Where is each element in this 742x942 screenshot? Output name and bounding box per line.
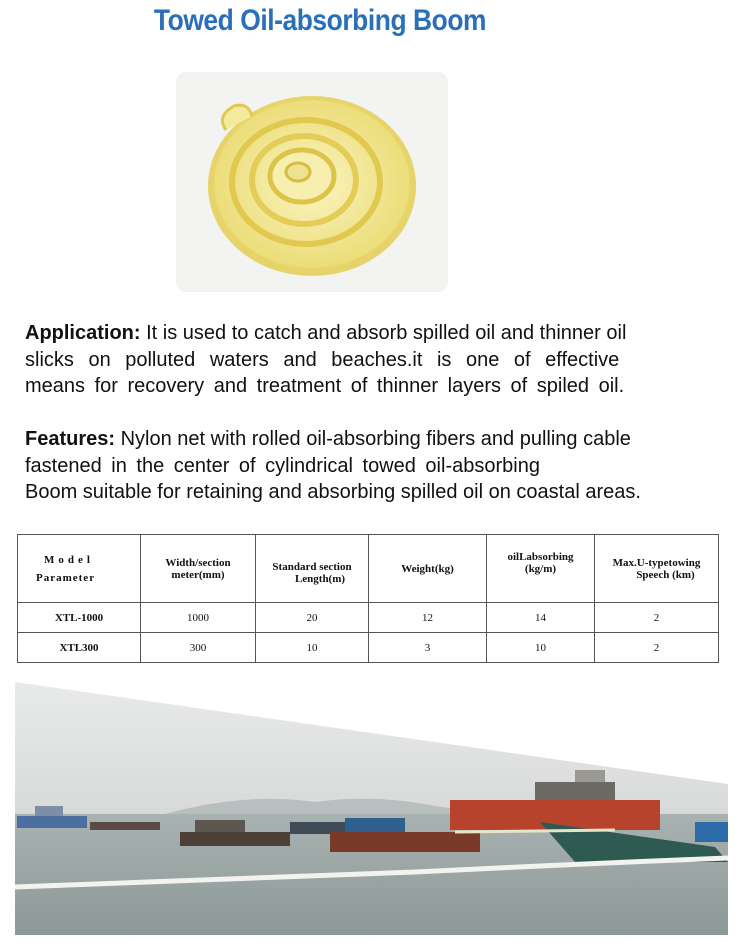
- left-ship-cabin: [35, 806, 63, 816]
- application-text-line-3: means for recovery and treatment of thinner layers of spiled oil.: [25, 375, 625, 397]
- header-absorb-line2: (kg/m): [524, 562, 557, 575]
- scene-photo: [15, 682, 728, 935]
- features-text-line-1: Nylon net with rolled oil-absorbing fibers and pulling cable: [120, 428, 631, 450]
- header-speed: [595, 535, 719, 603]
- boom-center: [286, 163, 310, 181]
- application-text-line-1: It is used to catch and absorb spilled oil and thinner oil: [146, 322, 627, 344]
- work-boat-1-hull: [180, 832, 290, 846]
- towing-boom: [455, 830, 615, 832]
- green-boat-cabin: [695, 822, 728, 842]
- header-weight-text: Weight(kg): [401, 562, 454, 575]
- header-speed-line2: Speech (km): [636, 568, 695, 581]
- table-header-row: [18, 535, 719, 603]
- cell-speed: 2: [595, 633, 719, 663]
- spec-table: [17, 534, 719, 663]
- small-boat: [90, 822, 160, 830]
- cell-length: 10: [256, 633, 369, 663]
- sea-scene-illustration: [15, 682, 728, 935]
- cell-speed: 2: [595, 603, 719, 633]
- cell-width: 1000: [141, 603, 256, 633]
- work-boat-3-cabin: [345, 818, 405, 832]
- header-weight: [369, 535, 487, 603]
- header-model: [18, 535, 141, 603]
- tanker-deck: [535, 782, 615, 800]
- header-absorb: [487, 535, 595, 603]
- product-photo: [176, 72, 448, 292]
- cell-length: 20: [256, 603, 369, 633]
- table-row: [18, 603, 719, 633]
- cell-weight: 12: [369, 603, 487, 633]
- application-paragraph: [25, 320, 725, 400]
- features-label: Features:: [25, 428, 116, 450]
- header-length: [256, 535, 369, 603]
- header-width-line2: meter(mm): [171, 568, 225, 581]
- header-absorb-line1: oilLabsorbing: [507, 550, 574, 563]
- header-width-line1: Width/section: [165, 556, 231, 569]
- page-title: Towed Oil-absorbing Boom: [153, 4, 487, 37]
- work-boat-1-cabin: [195, 820, 245, 832]
- tanker-bridge: [575, 770, 605, 782]
- application-label: Application:: [25, 322, 141, 344]
- header-model-top: Model: [44, 553, 94, 566]
- header-length-line2: Length(m): [294, 572, 346, 585]
- cell-model: XTL-1000: [18, 603, 141, 633]
- rolled-boom-illustration: [176, 72, 448, 292]
- cell-weight: 3: [369, 633, 487, 663]
- header-speed-line1: Max.U-typetowing: [612, 556, 701, 569]
- cell-absorb: 14: [487, 603, 595, 633]
- left-ship-hull: [17, 816, 87, 828]
- features-text-line-3: Boom suitable for retaining and absorbing spilled oil on coastal areas.: [25, 481, 641, 503]
- cell-absorb: 10: [487, 633, 595, 663]
- header-model-bottom: Parameter: [36, 571, 96, 584]
- cell-model: XTL300: [18, 633, 141, 663]
- work-boat-3-hull: [330, 832, 480, 852]
- header-length-line1: Standard section: [272, 560, 352, 573]
- header-width: [141, 535, 256, 603]
- features-paragraph: [25, 426, 725, 506]
- table-row: [18, 633, 719, 663]
- cell-width: 300: [141, 633, 256, 663]
- features-text-line-2: fastened in the center of cylindrical towed oil-absorbing: [25, 454, 540, 477]
- application-text-line-2: slicks on polluted waters and beaches.it is one of effective: [25, 348, 620, 371]
